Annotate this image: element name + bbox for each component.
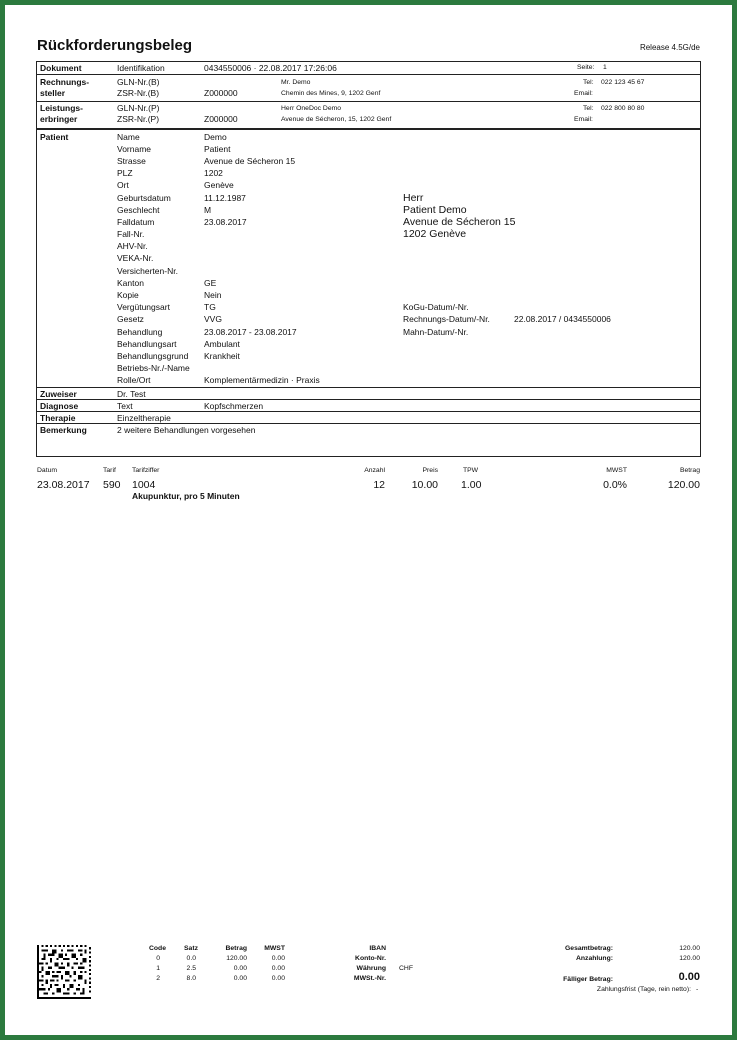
row-tarif: 590 <box>103 479 121 491</box>
patient-key: Versicherten-Nr. <box>117 266 178 276</box>
patient-value: Demo <box>204 132 227 142</box>
leistungserbringer-label-1: Leistungs- <box>40 103 83 113</box>
divider <box>36 411 701 412</box>
rechnungssteller-address: Chemin des Mines, 9, 1202 Genf <box>281 90 381 97</box>
seite-value: 1 <box>603 64 607 71</box>
patient-value: Nein <box>204 290 222 300</box>
vat-header: MWST <box>264 945 285 952</box>
patient-key: Kopie <box>117 290 139 300</box>
waehrung-value: CHF <box>399 965 413 972</box>
patient-value: TG <box>204 302 216 312</box>
patient-value: Krankheit <box>204 351 240 361</box>
mahn-label: Mahn-Datum/-Nr. <box>403 327 469 337</box>
patient-value: Patient <box>204 144 231 154</box>
faelliger-betrag-label: Fälliger Betrag: <box>563 976 613 983</box>
zuweiser-value: Dr. Test <box>117 389 146 399</box>
row-preis: 10.00 <box>411 479 438 491</box>
vat-cell: 2 <box>156 975 160 982</box>
patient-key: Geburtsdatum <box>117 193 171 203</box>
row-anzahl: 12 <box>373 479 385 491</box>
vat-cell: 0.00 <box>271 955 285 962</box>
diagnose-value: Kopfschmerzen <box>204 401 264 411</box>
patient-key: Kanton <box>117 278 144 288</box>
divider <box>36 423 701 424</box>
patient-key: Geschlecht <box>117 205 160 215</box>
rechnungssteller-tel: 022 123 45 67 <box>601 79 645 86</box>
divider <box>36 387 701 388</box>
patient-key: Behandlung <box>117 327 163 337</box>
divider <box>36 399 701 400</box>
row-tpw: 1.00 <box>461 479 482 491</box>
patient-key: Vergütungsart <box>117 302 170 312</box>
therapie-label: Therapie <box>40 413 76 423</box>
patient-key: VEKA-Nr. <box>117 253 154 263</box>
rechnungssteller-email-label: Email: <box>574 90 593 97</box>
dokument-label: Dokument <box>40 63 82 73</box>
bemerkung-value: 2 weitere Behandlungen vorgesehen <box>117 425 256 435</box>
patient-key: Strasse <box>117 156 146 166</box>
header-mwst: MWST <box>606 467 627 474</box>
leistungserbringer-tel-label: Tel: <box>583 105 594 112</box>
zsr-p-key: ZSR-Nr.(P) <box>117 114 160 124</box>
rechnungssteller-label-1: Rechnungs- <box>40 77 90 87</box>
vat-cell: 0.00 <box>233 965 247 972</box>
iban-label: IBAN <box>369 945 386 952</box>
vat-cell: 0.00 <box>233 975 247 982</box>
patient-value: 23.08.2017 - 23.08.2017 <box>204 327 297 337</box>
patient-key: Ort <box>117 180 129 190</box>
patient-key: Fall-Nr. <box>117 229 145 239</box>
header-tpw: TPW <box>463 467 479 474</box>
seite-label: Seite: <box>577 64 595 71</box>
patient-key: Vorname <box>117 144 152 154</box>
patient-label: Patient <box>40 132 69 142</box>
rechnungssteller-label-2: steller <box>40 88 66 98</box>
address-line: Patient Demo <box>403 204 467 216</box>
leistungserbringer-email-label: Email: <box>574 116 593 123</box>
vat-header: Code <box>149 945 166 952</box>
faelliger-betrag-value: 0.00 <box>678 971 700 983</box>
release-label: Release 4.5G/de <box>639 43 700 52</box>
patient-value: VVG <box>204 314 222 324</box>
patient-value: GE <box>204 278 217 288</box>
rechnungssteller-name: Mr. Demo <box>281 79 311 86</box>
zuweiser-label: Zuweiser <box>40 389 77 399</box>
zsr-p-value: Z000000 <box>204 114 238 124</box>
vat-cell: 8.0 <box>186 975 196 982</box>
patient-key: Gesetz <box>117 314 144 324</box>
vat-cell: 0.0 <box>186 955 196 962</box>
leistungserbringer-label-2: erbringer <box>40 114 78 124</box>
vat-cell: 0 <box>156 955 160 962</box>
therapie-value: Einzeltherapie <box>117 413 171 423</box>
header-preis: Preis <box>422 467 438 474</box>
patient-value: 11.12.1987 <box>204 193 246 203</box>
anzahlung-label: Anzahlung: <box>576 955 613 962</box>
dokument-value: 0434550006 · 22.08.2017 17:26:06 <box>204 63 337 73</box>
divider <box>36 101 701 102</box>
vat-header: Betrag <box>225 945 247 952</box>
patient-key: Name <box>117 132 140 142</box>
header-betrag: Betrag <box>679 467 700 474</box>
row-datum: 23.08.2017 <box>37 479 90 491</box>
vat-header: Satz <box>184 945 198 952</box>
leistungserbringer-address: Avenue de Sécheron, 15, 1202 Genf <box>281 116 392 123</box>
patient-value: Ambulant <box>204 339 240 349</box>
patient-value: 23.08.2017 <box>204 217 247 227</box>
address-line: 1202 Genève <box>403 228 467 240</box>
patient-key: PLZ <box>117 168 133 178</box>
patient-value: 1202 <box>204 168 223 178</box>
patient-key: Rolle/Ort <box>117 375 151 385</box>
gesamtbetrag-label: Gesamtbetrag: <box>565 945 613 952</box>
waehrung-label: Währung <box>356 965 386 972</box>
row-betrag: 120.00 <box>667 479 700 491</box>
divider <box>36 74 701 75</box>
konto-label: Konto-Nr. <box>355 955 386 962</box>
patient-key: AHV-Nr. <box>117 241 148 251</box>
zsr-b-value: Z000000 <box>204 88 238 98</box>
vat-cell: 0.00 <box>271 965 285 972</box>
leistungserbringer-tel: 022 800 80 80 <box>601 105 645 112</box>
datamatrix-code <box>37 945 91 999</box>
zsr-b-key: ZSR-Nr.(B) <box>117 88 160 98</box>
rechnungssteller-tel-label: Tel: <box>583 79 594 86</box>
document-page <box>5 5 732 1035</box>
patient-key: Betriebs-Nr./-Name <box>117 363 190 373</box>
kogu-label: KoGu-Datum/-Nr. <box>403 302 469 312</box>
row-mwst: 0.0% <box>603 479 627 491</box>
row-tarifziffer: 1004 <box>132 479 156 491</box>
vat-cell: 0.00 <box>271 975 285 982</box>
anzahlung-value: 120.00 <box>679 955 700 962</box>
patient-value: Genève <box>204 180 234 190</box>
gln-p-key: GLN-Nr.(P) <box>117 103 160 113</box>
zahlungsfrist-value: - <box>696 986 699 993</box>
patient-value: Komplementärmedizin · Praxis <box>204 375 320 385</box>
address-line: Avenue de Sécheron 15 <box>403 216 516 228</box>
patient-key: Behandlungsart <box>117 339 177 349</box>
zahlungsfrist-label: Zahlungsfrist (Tage, rein netto): <box>596 986 691 993</box>
diagnose-key: Text <box>117 401 133 411</box>
patient-key: Falldatum <box>117 217 155 227</box>
header-tarif: Tarif <box>103 467 116 474</box>
address-line: Herr <box>403 192 424 204</box>
vat-cell: 1 <box>156 965 160 972</box>
rechnungs-datum-value: 22.08.2017 / 0434550006 <box>514 314 611 324</box>
diagnose-label: Diagnose <box>40 401 79 411</box>
dokument-key: Identifikation <box>117 63 165 73</box>
header-anzahl: Anzahl <box>364 467 385 474</box>
row-description: Akupunktur, pro 5 Minuten <box>132 491 240 501</box>
patient-value: Avenue de Sécheron 15 <box>204 156 296 166</box>
rechnungs-datum-label: Rechnungs-Datum/-Nr. <box>403 314 490 324</box>
vat-cell: 120.00 <box>226 955 247 962</box>
gesamtbetrag-value: 120.00 <box>679 945 700 952</box>
bemerkung-label: Bemerkung <box>40 425 87 435</box>
document-title: Rückforderungsbeleg <box>37 37 193 54</box>
patient-value: M <box>204 205 212 215</box>
gln-b-key: GLN-Nr.(B) <box>117 77 160 87</box>
leistungserbringer-name: Herr OneDoc Demo <box>281 105 342 112</box>
mwst-nr-label: MWSt.-Nr. <box>353 975 386 982</box>
patient-key: Behandlungsgrund <box>117 351 189 361</box>
vat-cell: 2.5 <box>186 965 196 972</box>
header-tarifziffer: Tarifziffer <box>132 467 160 474</box>
header-datum: Datum <box>37 467 58 474</box>
